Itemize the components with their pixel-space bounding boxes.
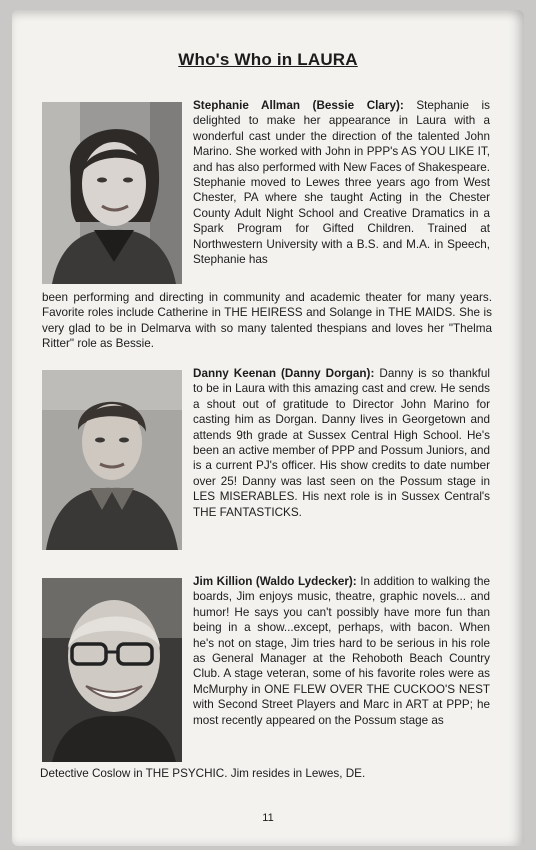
page-number: 11 [262, 812, 274, 824]
portrait-image [42, 370, 182, 550]
portrait-photo-stephanie-allman [42, 102, 182, 284]
bio-name: Danny Keenan (Danny Dorgan): [193, 367, 375, 380]
bio-name: Stephanie Allman (Bessie Clary): [193, 99, 404, 112]
bio-jim-killion-continued [40, 766, 492, 781]
bio-body: Stephanie is delighted to make her appearance in Laura with a wonderful cast under the direction of the talented John Marino. She worked with John in PPP's AS YOU LIKE IT, and has also performed with New Faces of Shakespeare. Stephanie moved to Lewes three years ago from West Chester, PA where she taught Acting in the Chester County Adult Night School and Creative Dramatics in a Spark Program for Gifted Children. Trained at Northwestern University with a B.S. and M.A. in Speech, Stephanie has [193, 99, 490, 267]
bio-jim-killion [193, 574, 490, 728]
portrait-photo-jim-killion [42, 578, 182, 762]
bio-name: Jim Killion (Waldo Lydecker): [193, 575, 357, 588]
bio-body: In addition to walking the boards, Jim enjoys music, theatre, graphic novels... and humor! He says you can't possibly have more fun than being in a show...except, perhaps, with bacon. When he's not on stage, Jim tries hard to be serious in his role as General Manager at the Rehoboth Beach Country Club. A stage veteran, some of his favorite roles were as McMurphy in ONE FLEW OVER THE CUCKOO'S NEST with Second Street Players and Marc in ART at PPP; he most recently appeared on the Possum stage as [193, 575, 490, 727]
portrait-image [42, 102, 182, 284]
bio-body-continued: Detective Coslow in THE PSYCHIC. Jim resides in Lewes, DE. [40, 767, 366, 780]
portrait-photo-danny-keenan [42, 370, 182, 550]
bio-stephanie-allman [193, 98, 490, 267]
bio-stephanie-allman-continued [42, 290, 492, 352]
bio-body: Danny is so thankful to be in Laura with this amazing cast and crew. He sends a shout out of gratitude to Director John Marino for casting him as Dorgan. Danny lives in Georgetown and attends 9th grade at Sussex Central High School. He's been an active member of PPP and Possum Juniors, and is a current PJ's officer. His show credits to date number over 25! Danny was last seen on the Possum stage in LES MISERABLES. His next role is in Sussex Central's THE FANTASTICKS. [193, 367, 491, 519]
page-title: Who's Who in LAURA [178, 50, 358, 69]
portrait-image [42, 578, 182, 762]
bio-body-continued: been performing and directing in community and academic theater for many years. Favorite roles include Catherine in THE HEIRESS and Solange in THE MAIDS. She is very glad to be in Delmarva with so many talented thespians and loves her "Thelma Ritter" role as Bessie. [42, 291, 492, 351]
bio-danny-keenan [193, 366, 490, 520]
